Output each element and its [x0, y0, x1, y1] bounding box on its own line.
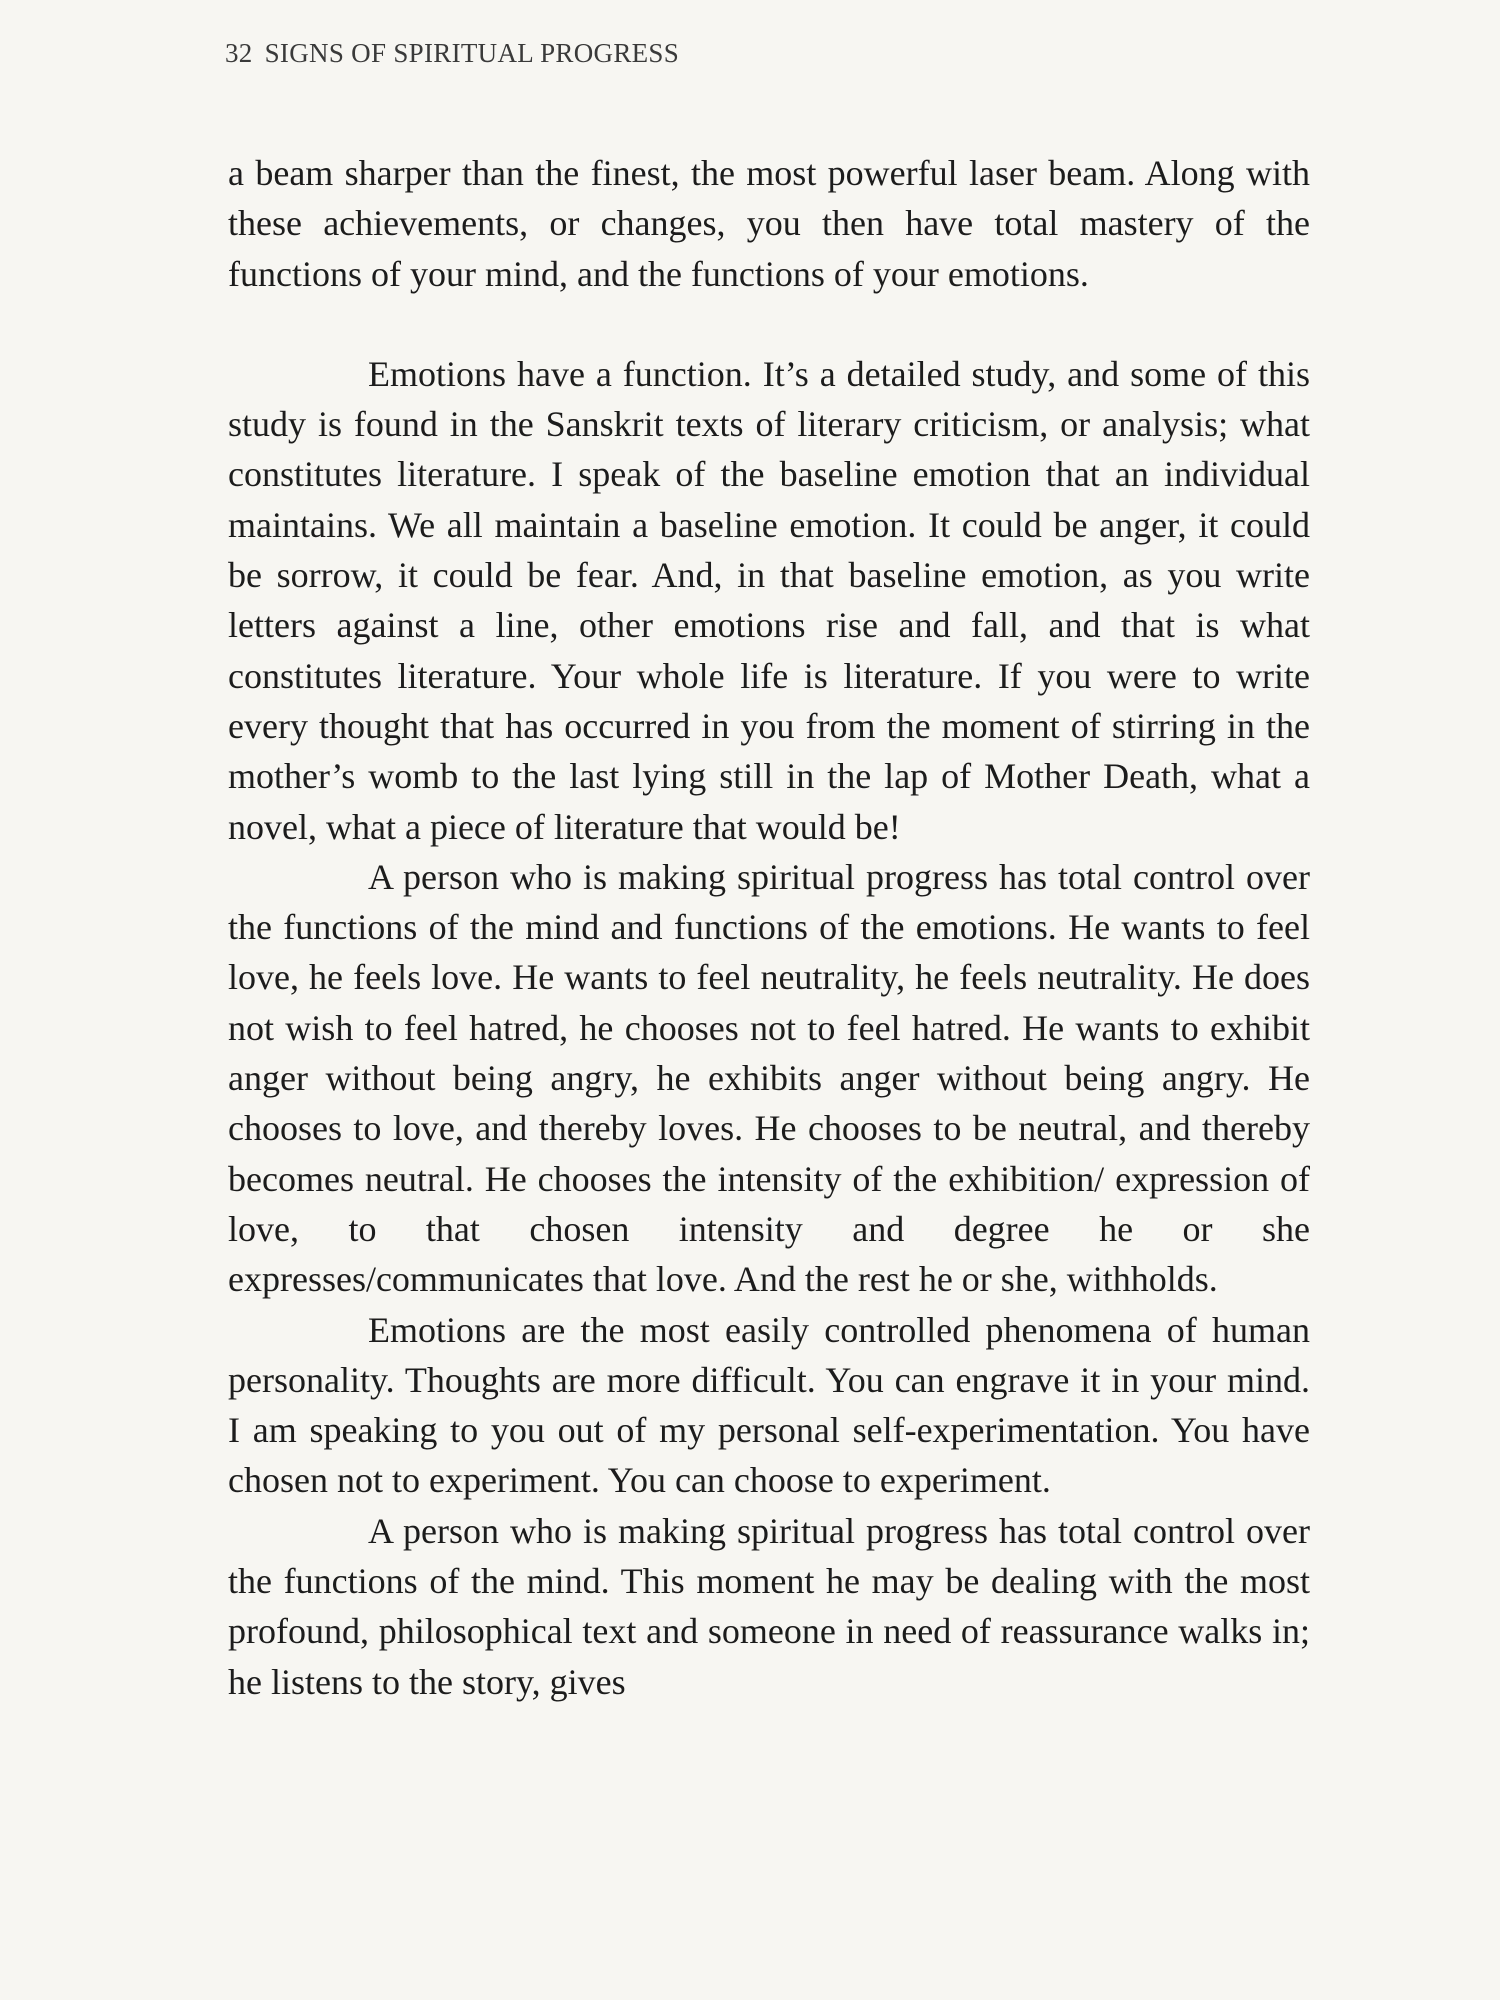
body-text	[228, 148, 1310, 1707]
paragraph-4: Emotions are the most easily controlled phenomena of human personality. Thoughts are more difficult. You can engrave it in your mind. I am speaking to you out of my personal self-experimentation. You have chosen not to experiment. You can choose to experiment.	[228, 1309, 1310, 1501]
paragraph-1: a beam sharper than the finest, the most powerful laser beam. Along with these achievements, or changes, you then have total mastery of the functions of your mind, and the functions of your emotions.	[228, 153, 1310, 294]
running-title: SIGNS OF SPIRITUAL PROGRESS	[264, 38, 680, 68]
paragraph-3: A person who is making spiritual progress has total control over the functions of the mind and functions of the emotions. He wants to feel love, he feels love. He wants to feel neutrality, he feels neutrality. He does not wish to feel hatred, he chooses not to feel hatred. He wants to exhibit anger without being angry, he exhibits anger without being angry. He chooses to love, and thereby loves. He chooses to be neutral, and thereby becomes neutral. He chooses the intensity of the exhibition/ expression of love, to that chosen intensity and degree he or she expresses/communicates that love. And the rest he or she, withholds.	[228, 856, 1310, 1300]
page-number: 32	[225, 38, 253, 68]
running-head	[225, 38, 679, 69]
paragraph-5: A person who is making spiritual progress has total control over the functions of the mind. This moment he may be dealing with the most profound, philosophical text and someone in need of reassurance walks in; he listens to the story, gives	[228, 1510, 1310, 1702]
paragraph-2: Emotions have a function. It’s a detailed study, and some of this study is found in the Sanskrit texts of literary criticism, or analysis; what constitutes literature. I speak of the baseline emotion that an individual maintains. We all maintain a baseline emotion. It could be anger, it could be sorrow, it could be fear. And, in that baseline emotion, as you write letters against a line, other emotions rise and fall, and that is what constitutes literature. Your whole life is literature. If you were to write every thought that has occurred in you from the moment of stirring in the mother’s womb to the last lying still in the lap of Mother Death, what a novel, what a piece of literature that would be!	[228, 353, 1310, 847]
